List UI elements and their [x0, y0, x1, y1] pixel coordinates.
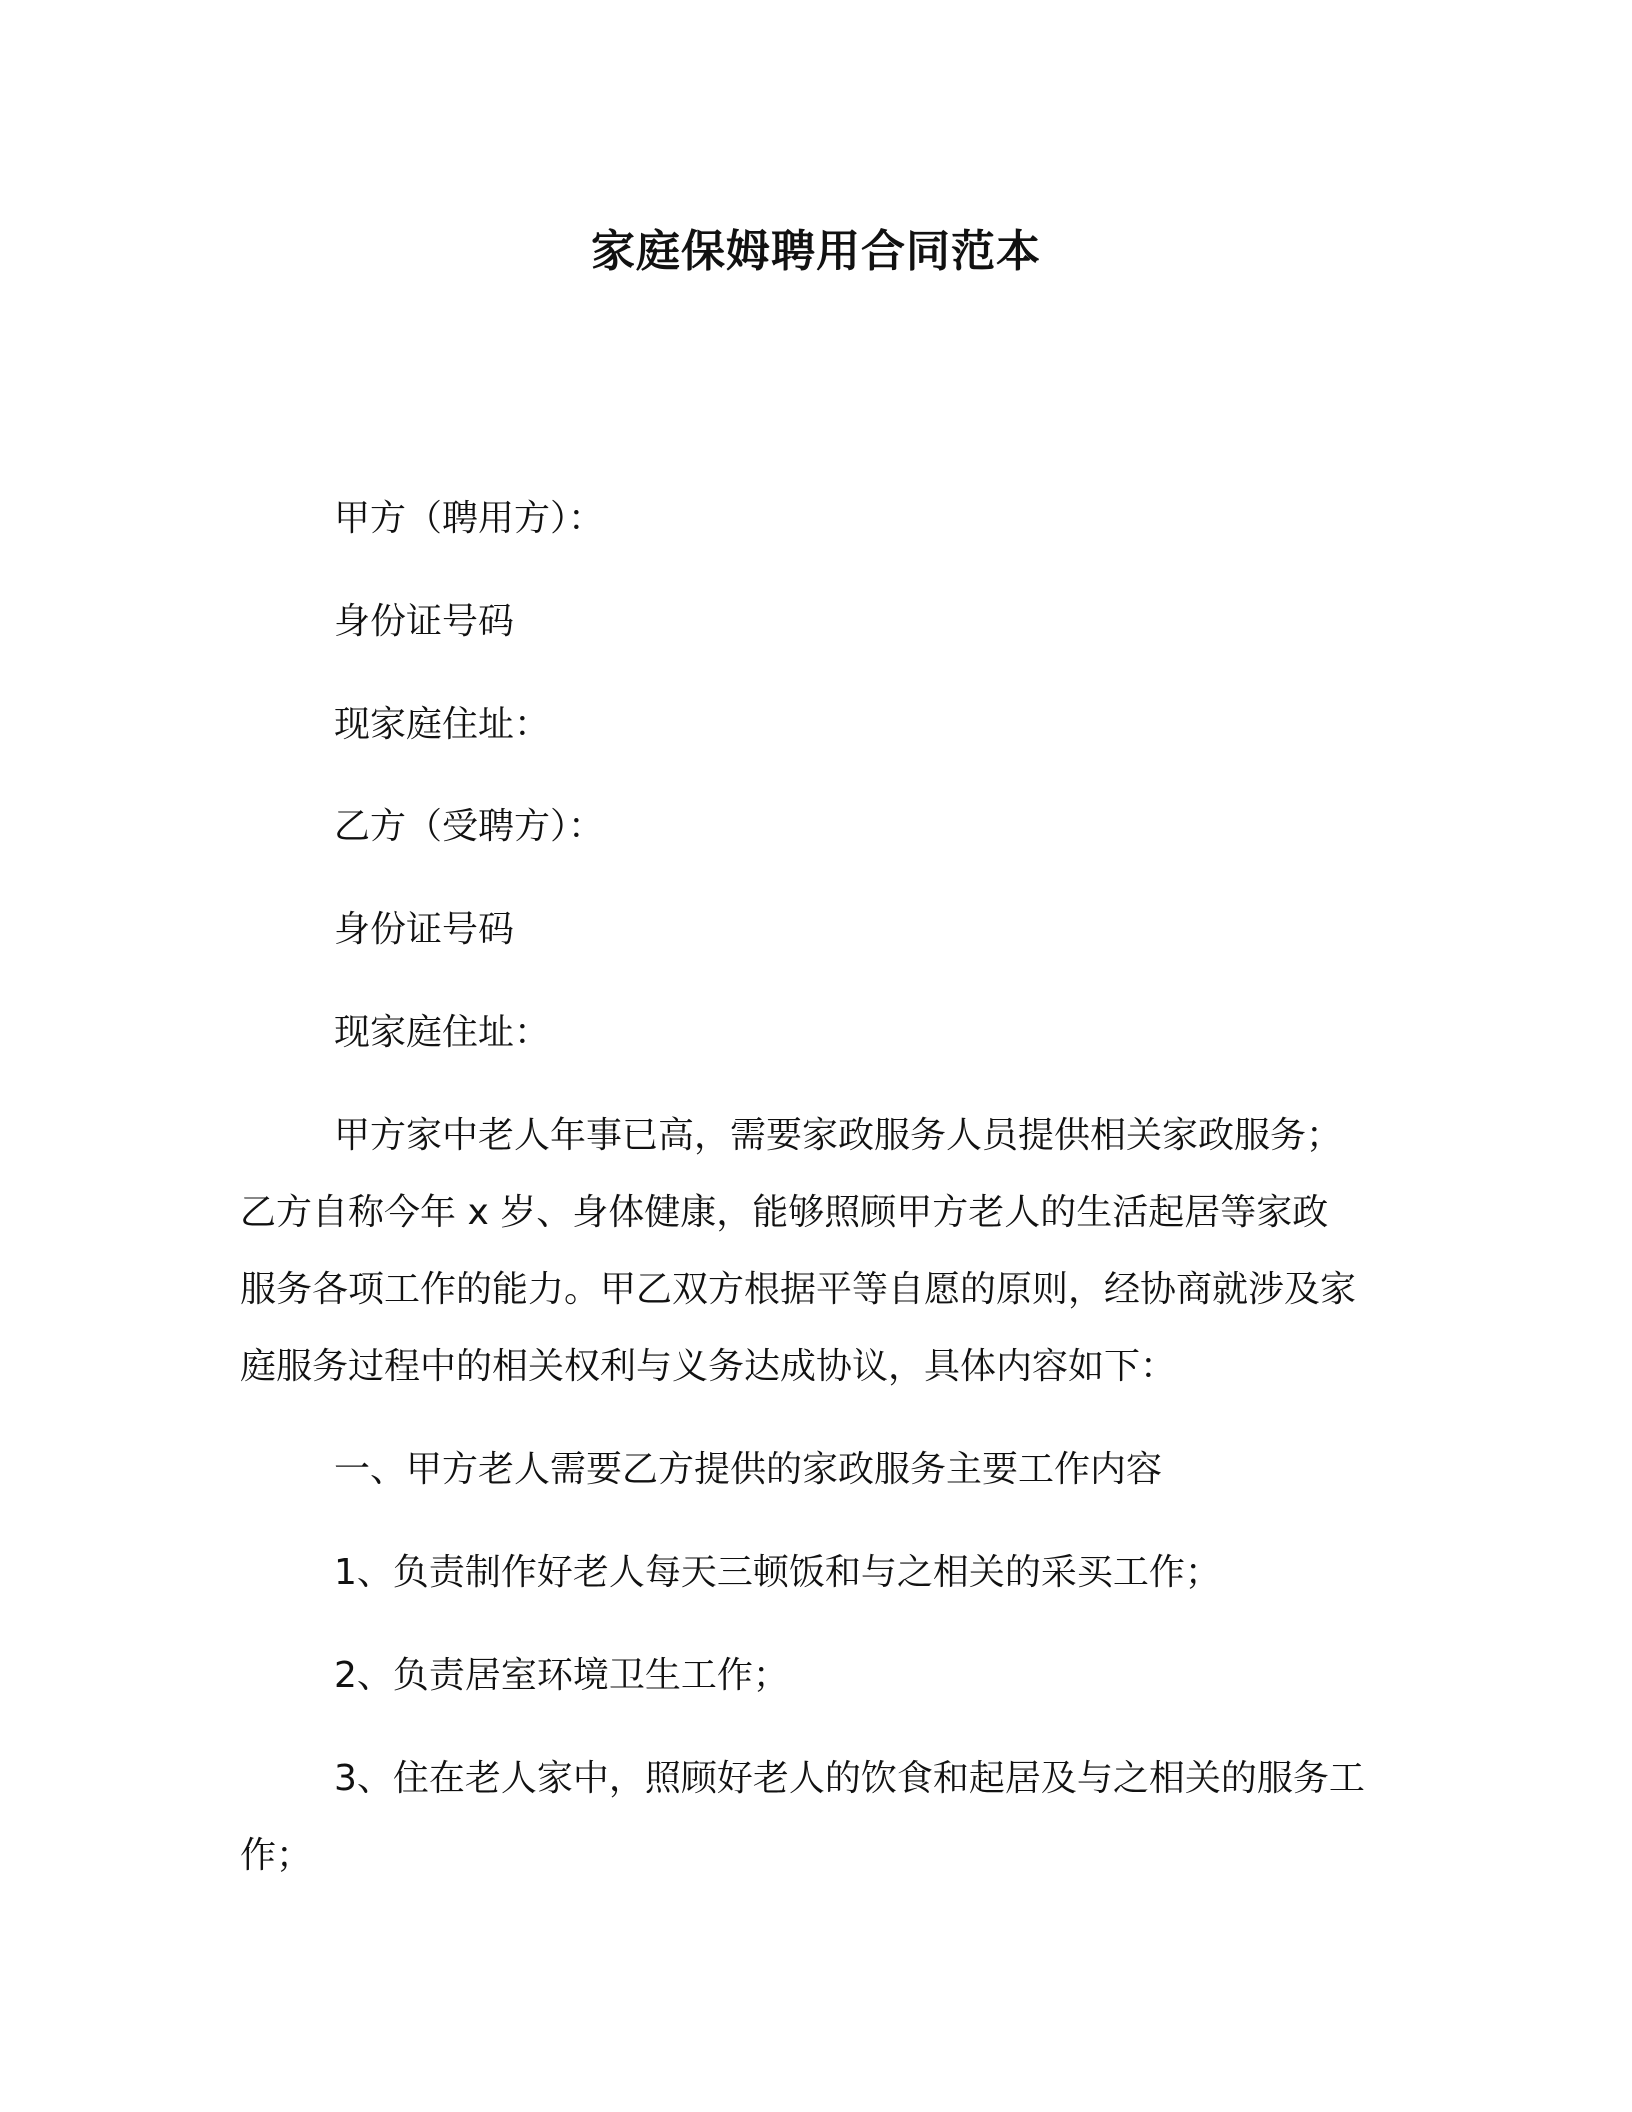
party-b-name-label: 乙方（受聘方）：: [334, 806, 605, 847]
party-a-name-label: 甲方（聘用方）：: [334, 498, 605, 539]
document-title: 家庭保姆聘用合同范本: [591, 226, 1041, 277]
section-1-item-2: 2、负责居室环境卫生工作；: [334, 1655, 789, 1696]
section-1-item-1: 1、负责制作好老人每天三顿饭和与之相关的采买工作；: [334, 1552, 1221, 1593]
party-a-address-label: 现家庭住址：: [334, 704, 551, 745]
party-b-id-label: 身份证号码: [334, 909, 515, 950]
section-1-heading: 一、甲方老人需要乙方提供的家政服务主要工作内容: [334, 1449, 1163, 1490]
party-a-id-label: 身份证号码: [334, 601, 515, 642]
section-1-item-3: 3、住在老人家中，照顾好老人的饮食和起居及与之相关的服务工作；: [240, 1758, 1365, 1876]
preamble-paragraph: 甲方家中老人年事已高，需要家政服务人员提供相关家政服务；乙方自称今年 x 岁、身体健康，能够照顾甲方老人的生活起居等家政服务各项工作的能力。甲乙双方根据平等自愿的原则，经协商就涉及家庭服务过程中的相关权利与义务达成协议，具体内容如下：: [240, 1115, 1357, 1387]
party-b-address-label: 现家庭住址：: [334, 1012, 551, 1053]
